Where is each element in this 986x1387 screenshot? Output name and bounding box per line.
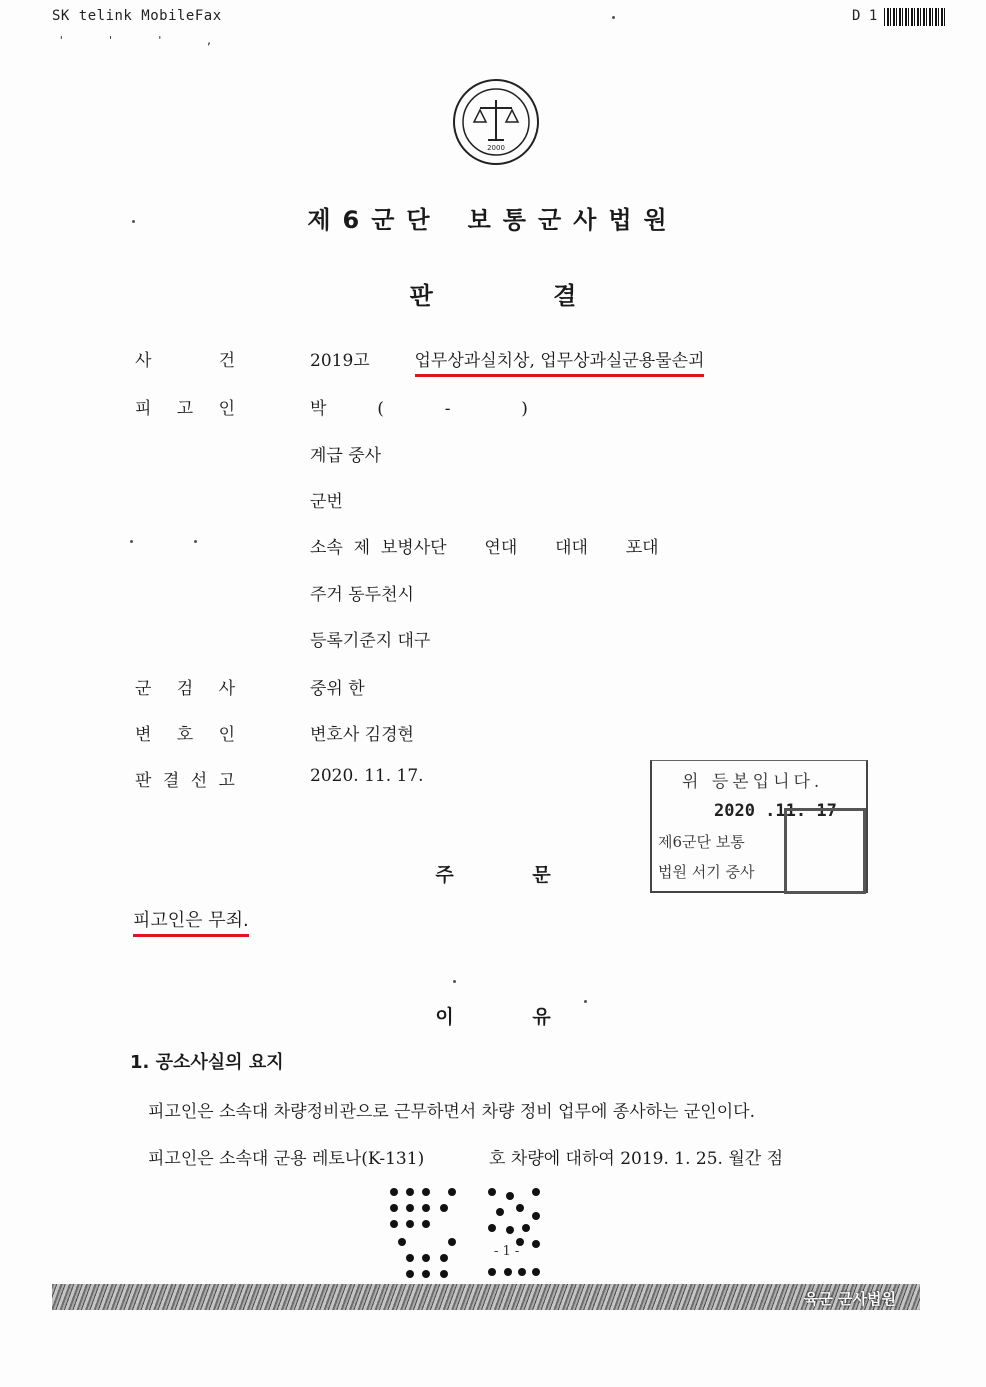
rank-value: 계급 중사 bbox=[310, 446, 382, 466]
reasons-paragraph-2: 피고인은 소속대 군용 레토나(K-131) 호 차량에 대하여 2019. 1. 25. 월간 점 bbox=[148, 1149, 784, 1169]
sentence-label bbox=[135, 766, 235, 791]
stamp-line-3: 제6군단 보통 bbox=[658, 833, 745, 851]
defendant-label-char: 인 bbox=[218, 399, 235, 419]
case-label-char: 사 bbox=[135, 351, 152, 371]
defendant-name: 박 bbox=[310, 399, 327, 419]
sentence-date: 2020. 11. 17. bbox=[310, 766, 424, 786]
ruling-title bbox=[0, 860, 986, 887]
document-title bbox=[0, 276, 986, 311]
barcode-icon bbox=[884, 8, 946, 26]
defendant-label-char: 피 bbox=[135, 399, 152, 419]
sentence-label-char: 선 bbox=[190, 771, 208, 791]
scan-speck bbox=[453, 980, 456, 983]
fax-page-value: 1 bbox=[868, 8, 878, 24]
scan-speck bbox=[194, 540, 197, 543]
defendant-paren-close: ) bbox=[521, 399, 528, 419]
court-seal-icon bbox=[452, 78, 540, 166]
unit-value: 소속 제 보병사단 연대 대대 포대 bbox=[310, 538, 659, 558]
prosecutor-label-char: 군 bbox=[135, 679, 152, 699]
reasons-heading: 1. 공소사실의 요지 bbox=[130, 1052, 284, 1073]
prosecutor-label-char: 검 bbox=[176, 679, 194, 699]
verdict bbox=[133, 906, 249, 932]
defendant-dash: - bbox=[444, 399, 451, 419]
prosecutor-label-char: 사 bbox=[218, 679, 235, 699]
defendant-paren-open: ( bbox=[377, 399, 384, 419]
reasons-paragraph-1: 피고인은 소속대 차량정비관으로 근무하면서 차량 정비 업무에 종사하는 군인이다. bbox=[148, 1102, 755, 1122]
sentence-label-char: 판 bbox=[135, 771, 152, 791]
defendant-value bbox=[310, 394, 528, 419]
ruling-title-left: 주 bbox=[435, 864, 454, 886]
counsel-value: 변호사 김경현 bbox=[310, 725, 414, 745]
scan-speck bbox=[584, 1000, 587, 1003]
stamp-line-4: 법원 서기 중사 bbox=[658, 863, 755, 881]
case-label-char: 건 bbox=[218, 351, 235, 371]
stamp-date: 2020 .11. 17 bbox=[714, 801, 837, 821]
footer-court-label: 육군 군사법원 bbox=[803, 1290, 896, 1308]
case-label bbox=[135, 346, 235, 371]
domicile-value: 등록기준지 대구 bbox=[310, 631, 431, 651]
court-seal-year: 2000 bbox=[487, 144, 505, 152]
service-number-value: 군번 bbox=[310, 492, 343, 512]
sentence-label-char: 고 bbox=[218, 771, 235, 791]
ruling-title-right: 문 bbox=[532, 864, 551, 886]
residence-value: 주거 동두천시 bbox=[310, 585, 414, 605]
scan-speck bbox=[612, 16, 615, 19]
court-name bbox=[0, 200, 986, 235]
reasons-title bbox=[0, 1002, 986, 1029]
sentence-label-char: 결 bbox=[162, 771, 180, 791]
document-title-left: 판 bbox=[409, 282, 433, 310]
court-name-right: 보통군사법원 bbox=[467, 206, 679, 234]
counsel-label-char: 변 bbox=[135, 725, 152, 745]
page-number: - 1 - bbox=[494, 1244, 520, 1259]
court-name-left: 제6군단 bbox=[307, 206, 442, 234]
prosecutor-value: 중위 한 bbox=[310, 679, 365, 699]
reasons-title-right: 유 bbox=[532, 1006, 551, 1028]
case-value bbox=[310, 346, 704, 371]
case-name: 업무상과실치상, 업무상과실군용물손괴 bbox=[415, 351, 705, 377]
defendant-label-char: 고 bbox=[176, 399, 194, 419]
counsel-label-char: 호 bbox=[176, 725, 194, 745]
prosecutor-label bbox=[135, 674, 235, 699]
fax-header: SK telink MobileFax bbox=[52, 8, 222, 24]
reasons-title-left: 이 bbox=[435, 1006, 454, 1028]
scan-speck bbox=[132, 220, 135, 223]
fax-page-number: D 1 bbox=[852, 8, 878, 24]
fax-footer-band bbox=[52, 1284, 920, 1310]
fax-marks: ' ' ' , bbox=[58, 34, 231, 47]
verdict-text: 피고인은 무죄. bbox=[133, 910, 249, 937]
counsel-label-char: 인 bbox=[218, 725, 235, 745]
stamp-line-1: 위 등본입니다. bbox=[682, 772, 824, 792]
document-title-right: 결 bbox=[553, 282, 577, 310]
scan-speck bbox=[130, 540, 133, 543]
case-number: 2019고 bbox=[310, 351, 370, 371]
defendant-label bbox=[135, 394, 235, 419]
counsel-label bbox=[135, 720, 235, 745]
